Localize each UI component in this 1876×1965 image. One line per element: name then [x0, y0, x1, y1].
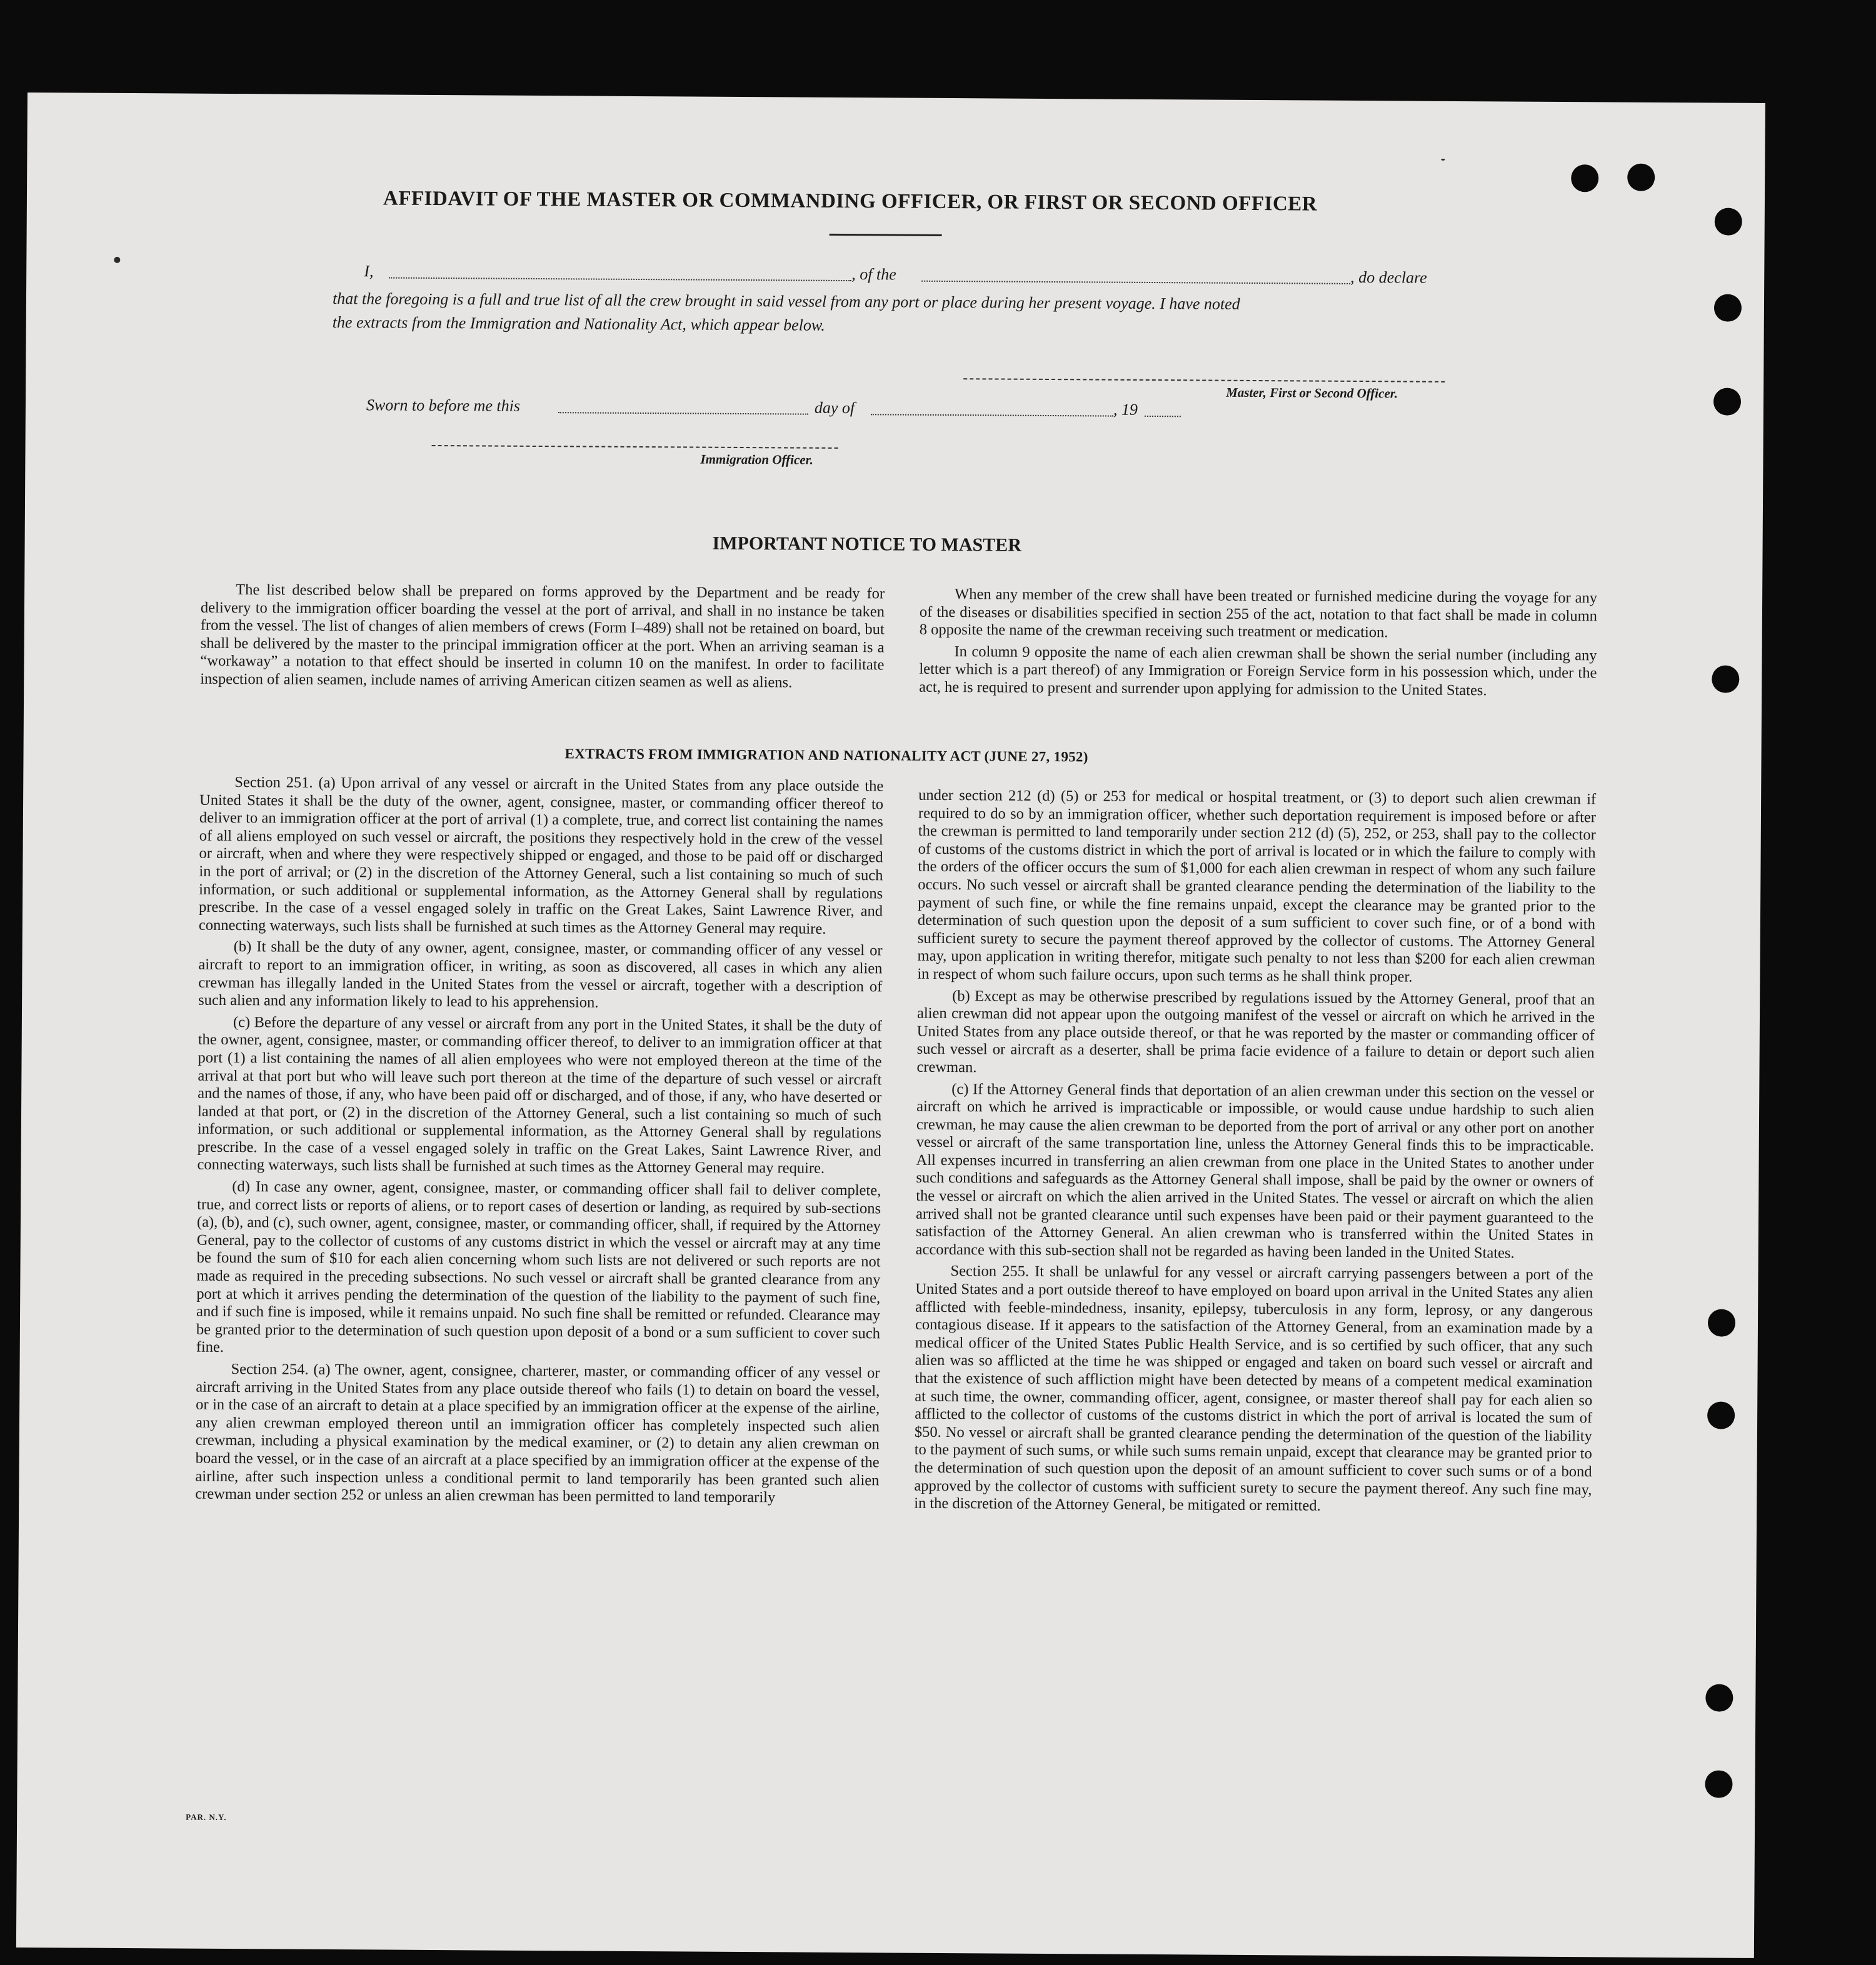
- decl-do-declare-label: , do declare: [1350, 268, 1427, 287]
- sworn-year-blank[interactable]: [1145, 416, 1181, 417]
- sworn-label: Sworn to before me this: [366, 396, 521, 415]
- day-of-label: day of: [814, 398, 855, 418]
- decl-of-the-label: , of the: [851, 265, 896, 284]
- extracts-left-column: [195, 774, 883, 1511]
- punch-hole: [1571, 164, 1598, 192]
- section-255: Section 255. It shall be unlawful for any vessel or aircraft carrying passengers between a port of the United States and a port outside thereof to have employed on board upon arrival in the United States any alien afflicted with feeble-mindedness, insanity, epilepsy, tuberculosis in any form, leprosy, or any dangerous contagious disease. If it appears to the satisfaction of the Attorney General, from an examination made by a medical officer of the United States Public Health Service, and is so certified by such officer, that any such alien was so afflicted at the time he was shipped or engaged and taken on board such vessel or aircraft and that the existence of such affliction might have been detected by means of a competent medical examination at such time, the owner, commanding officer, agent, consignee, or master thereof shall pay for each alien so afflicted to the collector of customs of the customs district in which the port of arrival is located the sum of $50. No vessel or aircraft shall be granted clearance pending the determination of the question of the liability to the payment of such sums, or while such sums remain unpaid, except that clearance may be granted prior to the determination of such question upon the deposit of an amount sufficient to cover such sums or of a bond approved by the collector of customs with sufficient surety to secure the payment thereof. Any such fine may, in the discretion of the Attorney General, be mitigated or remitted.: [914, 1262, 1593, 1514]
- extracts-right-column: [914, 787, 1596, 1521]
- vessel-blank[interactable]: [921, 281, 1350, 284]
- section-251-b: (b) It shall be the duty of any owner, agent, consignee, master, or commanding officer of any vessel or aircraft to report to an immigration officer, in writing, as soon as discovered, all cases in which any alien crewman has illegally landed in the United States from the vessel or aircraft, together with a description of such alien and any information likely to lead to his apprehension.: [198, 938, 883, 1011]
- scan-speck: [114, 257, 120, 263]
- punch-hole: [1707, 1401, 1735, 1429]
- punch-hole: [1627, 164, 1655, 191]
- name-blank[interactable]: [389, 278, 851, 282]
- section-254-a-continued: under section 212 (d) (5) or 253 for medical or hospital treatment, or (3) to deport such alien crewman if required to do so by an immigration officer, whether such deportation requirement is imposed before or after the crewman is permitted to land temporarily under section 212 (d) (5), 252, or 253, shall pay to the collector of customs of the customs district in which the port of arrival is located or in which the failure to comply with the orders of the officer occurs the sum of $1,000 for each alien crewman in respect of whom any such failure occurs. No such vessel or aircraft shall be granted clearance pending the determination of the liability to the payment of such fine, or while the fine remains unpaid, except the clearance may be granted prior to the determination of such question upon the deposit of a sum sufficient to cover such fine, or of a bond with sufficient surety to secure the payment thereof approved by the collector of customs. The Attorney General may, upon application in writing therefor, mitigate such penalty to not less than $200 for each alien crewman in respect of whom such failure occurs, upon such terms as he shall think proper.: [917, 786, 1597, 986]
- decl-i-label: I,: [364, 262, 374, 281]
- sworn-month-blank[interactable]: [871, 414, 1113, 416]
- immigration-officer-signature-line[interactable]: [432, 445, 838, 449]
- notice-right-paragraph-1: When any member of the crew shall have been treated or furnished medicine during the voyage for any of the diseases or disabilities specified in section 255 of the act, notation to that fact shall be made in column 8 opposite the name of the crewman receiving such treatment or medication.: [919, 586, 1598, 641]
- master-label: Master, First or Second Officer.: [1226, 384, 1398, 401]
- notice-left-paragraph: The list described below shall be prepared on forms approved by the Department and be ready for delivery to the immigration officer boarding the vessel at the port of arrival, and shall in no instance be taken from the vessel. The list of changes of alien members of crews (Form I–489) shall not be retained on board, but shall be delivered by the master to the principal immigration officer at the port. When an arriving seaman is a “workaway” a notation to that effect should be inserted in column 10 on the manifest. In order to facilitate inspection of alien seamen, include names of arriving American citizen seamen as well as aliens.: [200, 581, 885, 691]
- punch-hole: [1705, 1684, 1733, 1711]
- sworn-day-blank[interactable]: [558, 412, 808, 414]
- punch-hole: [1715, 208, 1742, 235]
- section-251-d: (d) In case any owner, agent, consignee, master, or commanding officer shall fail to deliver complete, true, and correct lists or reports of aliens, or to report cases of desertion or landing, as required by sub-sections (a), (b), and (c), such owner, agent, consignee, master, or commanding officer, shall, if required by the Attorney General, pay to the collector of customs of any customs district in which the vessel or aircraft may at any time be found the sum of $10 for each alien concerning whom such lists are not delivered or such reports are not made as required in the preceding subsections. No such vessel or aircraft shall be granted clearance from any port at which it arrives pending the determination of the question of the liability to the payment of such fine, and if such fine is imposed, while it remains unpaid. No such fine shall be remitted or refunded. Clearance may be granted prior to the determination of such question upon deposit of a bond or a sum sufficient to cover such fine.: [196, 1178, 881, 1356]
- punch-hole: [1714, 294, 1742, 321]
- section-254-c: (c) If the Attorney General finds that deportation of an alien crewman under this section on the vessel or aircraft on which he arrived is impracticable or impossible, or would cause undue hardship to such alien crewman, he may cause the alien crewman to be deported from the port of arrival or any other port on another vessel or aircraft of the same transportation line, unless the Attorney General finds this to be impracticable. All expenses incurred in transferring an alien crewman from one place in the United States to another under such conditions and safeguards as the Attorney General shall impose, shall be paid by the owner or owners of the vessel or aircraft on which the alien arrived in the United States. The vessel or aircraft on which the alien arrived shall not be granted clearance until such expenses have been paid or their payment guaranteed to the satisfaction of the Attorney General. An alien crewman who is transferred within the United States in accordance with this sub-section shall not be regarded as having been landed in the United States.: [915, 1080, 1595, 1262]
- title-rule: [830, 234, 942, 236]
- punch-hole: [1712, 665, 1739, 692]
- notice-title: IMPORTANT NOTICE TO MASTER: [712, 532, 1022, 556]
- affidavit-title: AFFIDAVIT OF THE MASTER OR COMMANDING OFFICER, OR FIRST OR SECOND OFFICER: [383, 187, 1318, 216]
- document-page: [16, 92, 1765, 1958]
- decl-body-2: the extracts from the Immigration and Nationality Act, which appear below.: [332, 312, 825, 334]
- notice-right-column: [919, 586, 1597, 704]
- punch-hole: [1708, 1309, 1735, 1336]
- notice-right-paragraph-2: In column 9 opposite the name of each alien crewman shall be shown the serial number (including any letter which is a part thereof) of any Immigration or Foreign Service form in his possession which, under the act, he is required to present and surrender upon applying for admission to the United States.: [919, 642, 1597, 699]
- punch-hole: [1713, 388, 1741, 415]
- printer-mark: PAR. N.Y.: [186, 1812, 227, 1822]
- extracts-title: EXTRACTS FROM IMMIGRATION AND NATIONALITY ACT (JUNE 27, 1952): [564, 746, 1088, 765]
- immigration-officer-label: Immigration Officer.: [700, 451, 813, 468]
- section-254-a: Section 254. (a) The owner, agent, consignee, charterer, master, or commanding officer of any vessel or aircraft arriving in the United States from any place outside thereof who fails (1) to detain on board the vessel, or in the case of an aircraft to detain at a place specified by an immigration officer at the expense of the airline, any alien crewman employed thereon until an immigration officer has completely inspected such alien crewman, including a physical examination by the medical examiner, or (2) to detain any alien crewman on board the vessel, or in the case of an aircraft at a place specified by an immigration officer at the expense of the airline, after such inspection unless a conditional permit to land temporarily has been granted such alien crewman under section 252 or unless an alien crewman has been permitted to land temporarily: [195, 1361, 880, 1506]
- notice-left-column: [200, 581, 885, 696]
- master-signature-line[interactable]: [963, 378, 1445, 382]
- decl-body-1: that the foregoing is a full and true list of all the crew brought in said vessel from any port or place during her present voyage. I have noted: [332, 289, 1240, 313]
- punch-hole: [1705, 1770, 1732, 1798]
- scan-speck: [1441, 159, 1445, 161]
- year-prefix-label: , 19: [1113, 400, 1138, 419]
- section-251-a: Section 251. (a) Upon arrival of any vessel or aircraft in the United States from any place outside the United States it shall be the duty of the owner, agent, consignee, master, or commanding officer thereof to deliver to an immigration officer at the port of arrival (1) a complete, true, and correct list containing the names of all aliens employed on such vessel or aircraft, the positions they respectively hold in the crew of the vessel or aircraft, when and where they were respectively shipped or engaged, and those to be paid off or discharged in the port of arrival; or (2) in the discretion of the Attorney General, such a list containing so much of such information, or such additional or supplemental information, as the Attorney General shall by regulations prescribe. In the case of a vessel engaged solely in traffic on the Great Lakes, Saint Lawrence River, and connecting waterways, such lists shall be furnished at such times as the Attorney General may require.: [198, 774, 884, 938]
- section-254-b: (b) Except as may be otherwise prescribed by regulations issued by the Attorney General, proof that an alien crewman did not appear upon the outgoing manifest of the vessel or aircraft on which he arrived in the United States from any place outside thereof, or that he was reported by the master or commanding officer of such vessel or aircraft as a deserter, shall be prima facie evidence of a failure to detain or deport such alien crewman.: [916, 987, 1595, 1076]
- section-251-c: (c) Before the departure of any vessel or aircraft from any port in the United States, it shall be the duty of the owner, agent, consignee, master, or commanding officer thereof, to deliver to an immigration officer at that port (1) a list containing the names of all alien employees who were not employed thereon at the time of the arrival at that port but who will leave such port thereon at the time of the departure of such vessel or aircraft and the names of those, if any, who have been paid off or discharged, and of those, if any, who have deserted or landed at that port, or (2) in the discretion of the Attorney General, such a list containing so much of such information, or such additional or supplemental information, as the Attorney General shall by regulations prescribe. In the case of a vessel engaged solely in traffic on the Great Lakes, Saint Lawrence River, and connecting waterways, such lists shall be furnished at such times as the Attorney General may require.: [197, 1013, 882, 1178]
